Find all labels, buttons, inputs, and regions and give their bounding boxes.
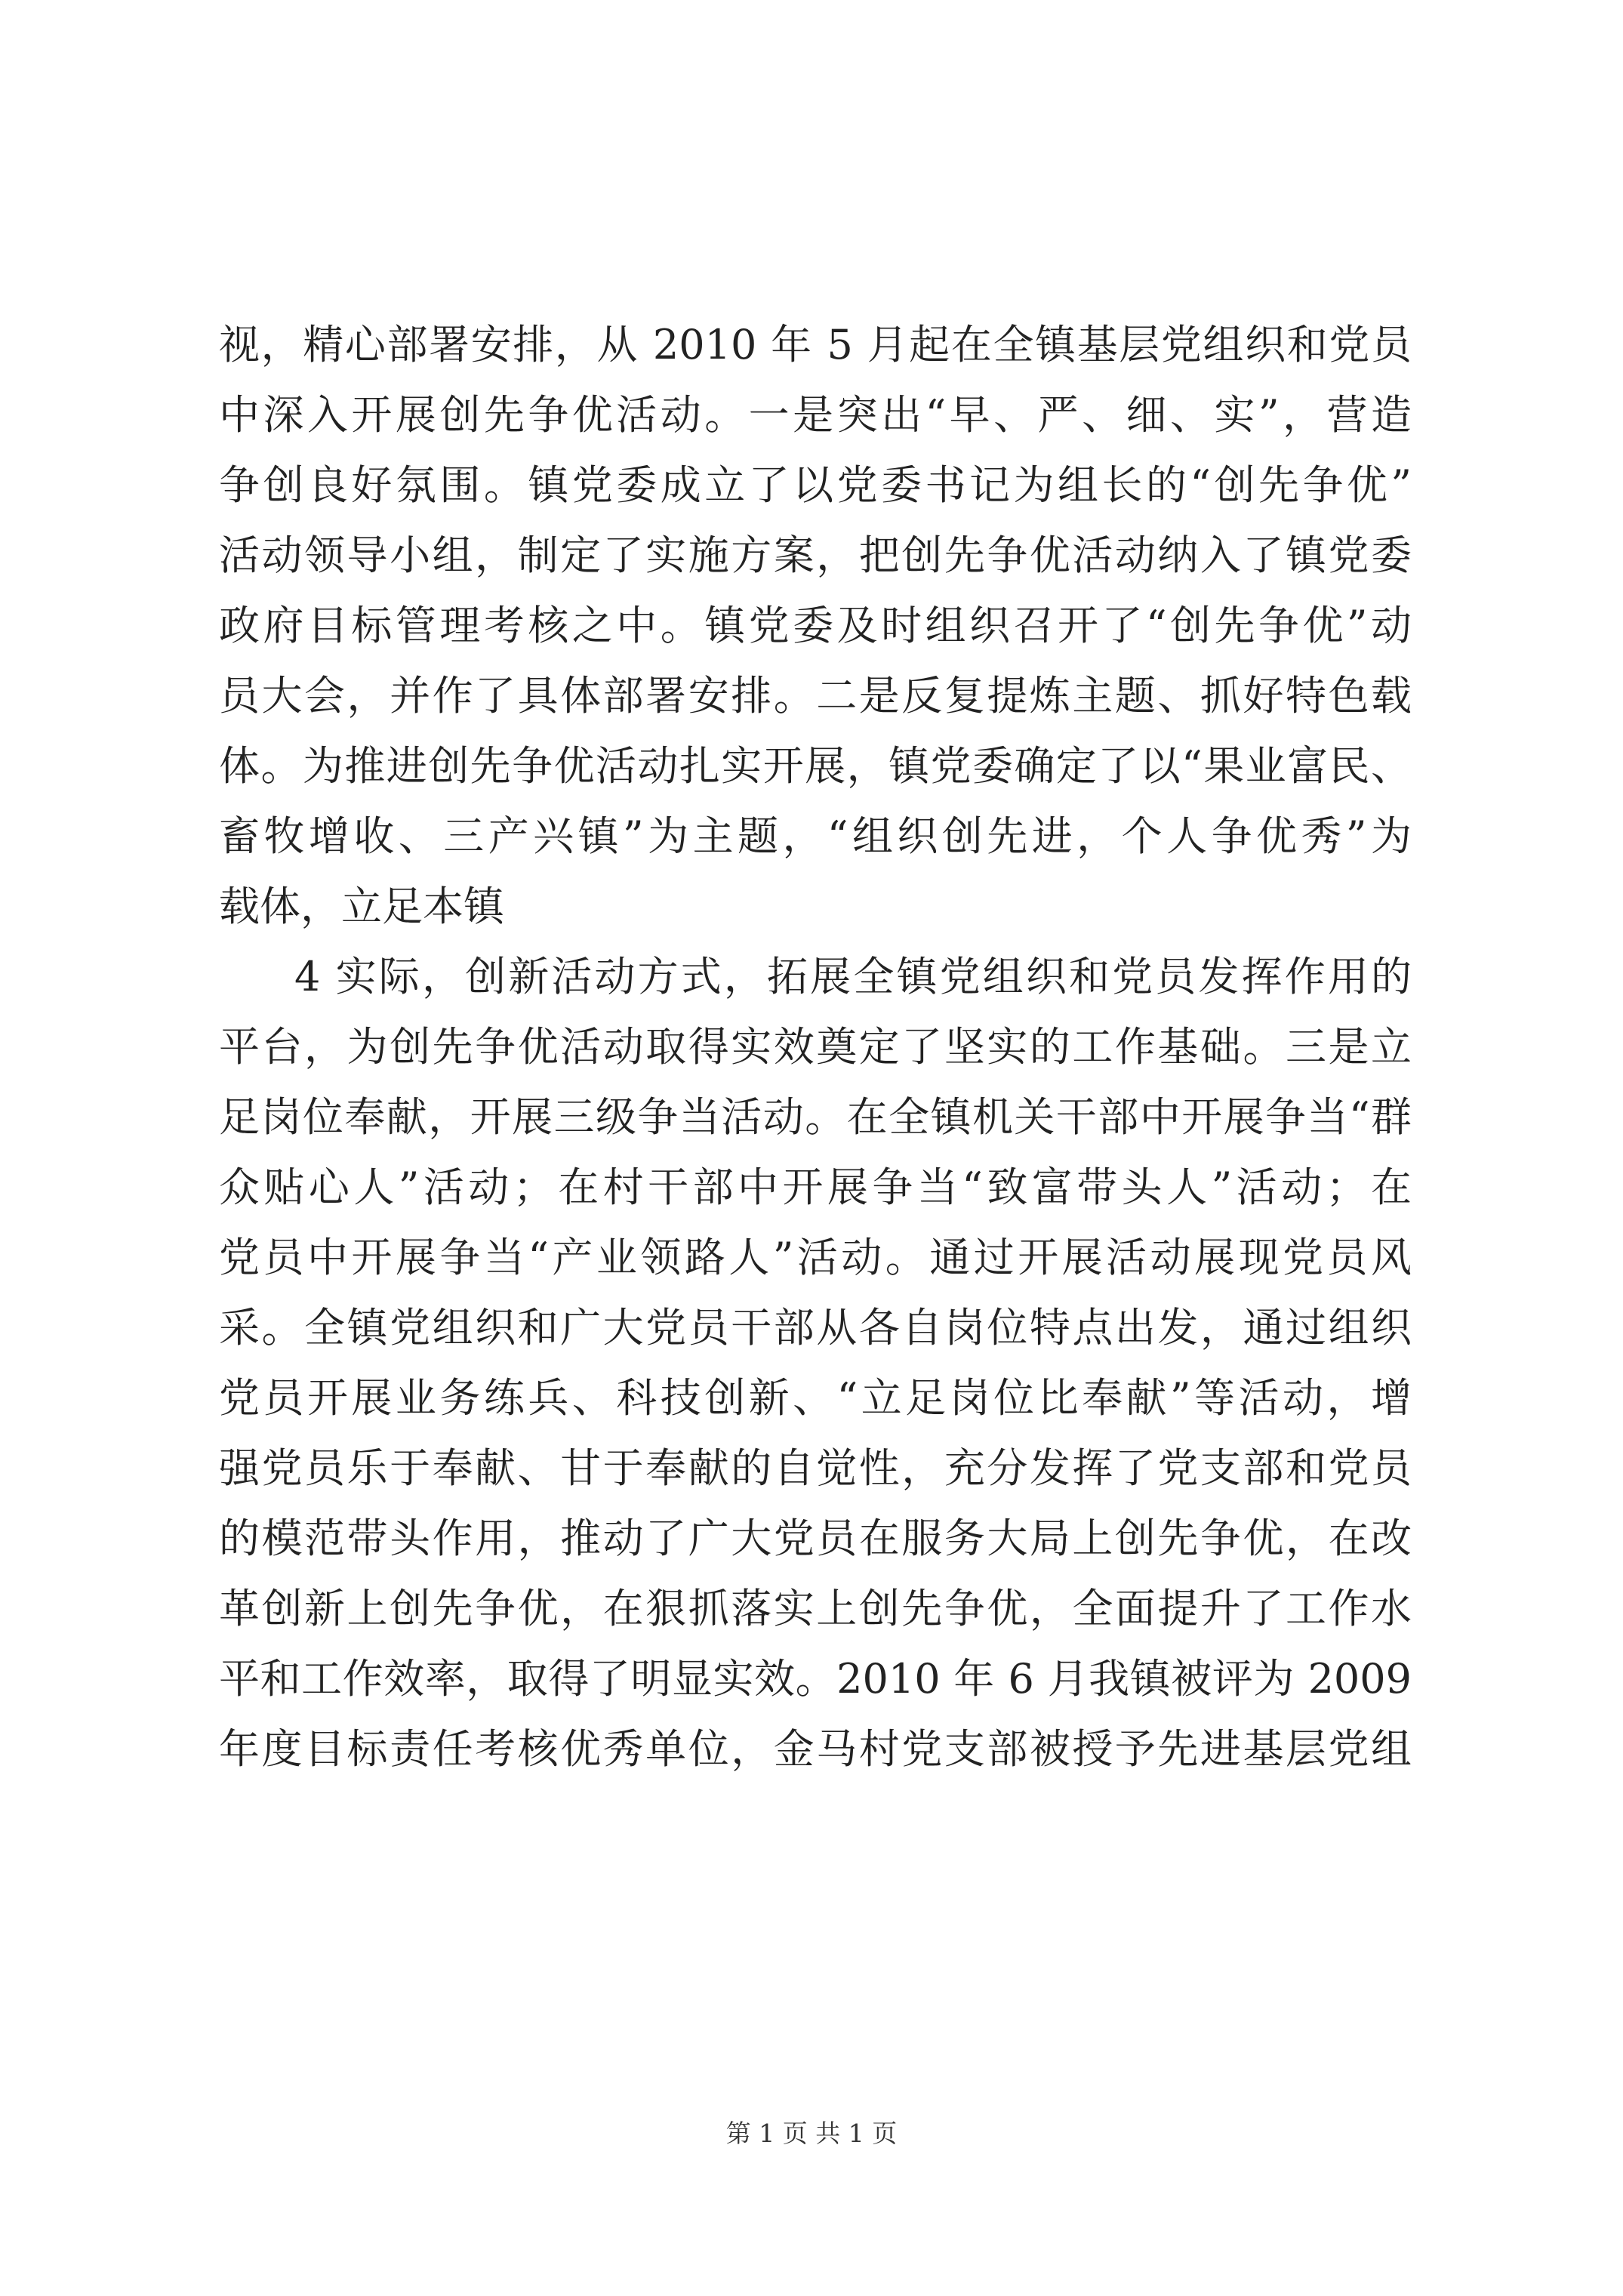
text-line: 年度目标责任考核优秀单位，金马村党支部被授予先进基层党组 [219, 1725, 1412, 1773]
text-line: 4 实际，创新活动方式，拓展全镇党组织和党员发挥作用的 [294, 953, 1412, 1000]
text-line: 的模范带头作用，推动了广大党员在服务大局上创先争优，在改 [219, 1515, 1412, 1562]
text-line: 平和工作效率，取得了明显实效。2010 年 6 月我镇被评为 2009 [219, 1655, 1412, 1703]
text-line: 中深入开展创先争优活动。一是突出“早、严、细、实”，营造 [219, 391, 1412, 439]
paragraph-2 [219, 942, 1412, 1784]
paragraph-1 [219, 310, 1412, 942]
text-line: 强党员乐于奉献、甘于奉献的自觉性，充分发挥了党支部和党员 [219, 1444, 1412, 1492]
text-line: 活动领导小组，制定了实施方案，把创先争优活动纳入了镇党委 [219, 532, 1412, 579]
text-line: 载体，立足本镇 [219, 883, 504, 930]
text-line: 畜牧增收、三产兴镇”为主题，“组织创先进，个人争优秀”为 [219, 812, 1412, 860]
text-line: 平台，为创先争优活动取得实效奠定了坚实的工作基础。三是立 [219, 1023, 1412, 1071]
text-line: 员大会，并作了具体部署安排。二是反复提炼主题、抓好特色载 [219, 672, 1412, 720]
text-line: 视，精心部署安排，从 2010 年 5 月起在全镇基层党组织和党员 [219, 321, 1412, 368]
body-text [219, 310, 1412, 1784]
text-line: 采。全镇党组织和广大党员干部从各自岗位特点出发，通过组织 [219, 1304, 1412, 1351]
text-line: 党员开展业务练兵、科技创新、“立足岗位比奉献”等活动，增 [219, 1374, 1412, 1422]
text-line: 众贴心人”活动；在村干部中开展争当“致富带头人”活动；在 [219, 1163, 1412, 1211]
text-line: 争创良好氛围。镇党委成立了以党委书记为组长的“创先争优” [219, 461, 1412, 509]
text-line: 体。为推进创先争优活动扎实开展，镇党委确定了以“果业富民、 [219, 742, 1412, 790]
text-line: 党员中开展争当“产业领路人”活动。通过开展活动展现党员风 [219, 1234, 1412, 1281]
page-number-footer: 第 1 页 共 1 页 [725, 2119, 898, 2148]
text-line: 足岗位奉献，开展三级争当活动。在全镇机关干部中开展争当“群 [219, 1093, 1412, 1141]
text-line: 革创新上创先争优，在狠抓落实上创先争优，全面提升了工作水 [219, 1585, 1412, 1632]
text-line: 政府目标管理考核之中。镇党委及时组织召开了“创先争优”动 [219, 602, 1412, 649]
